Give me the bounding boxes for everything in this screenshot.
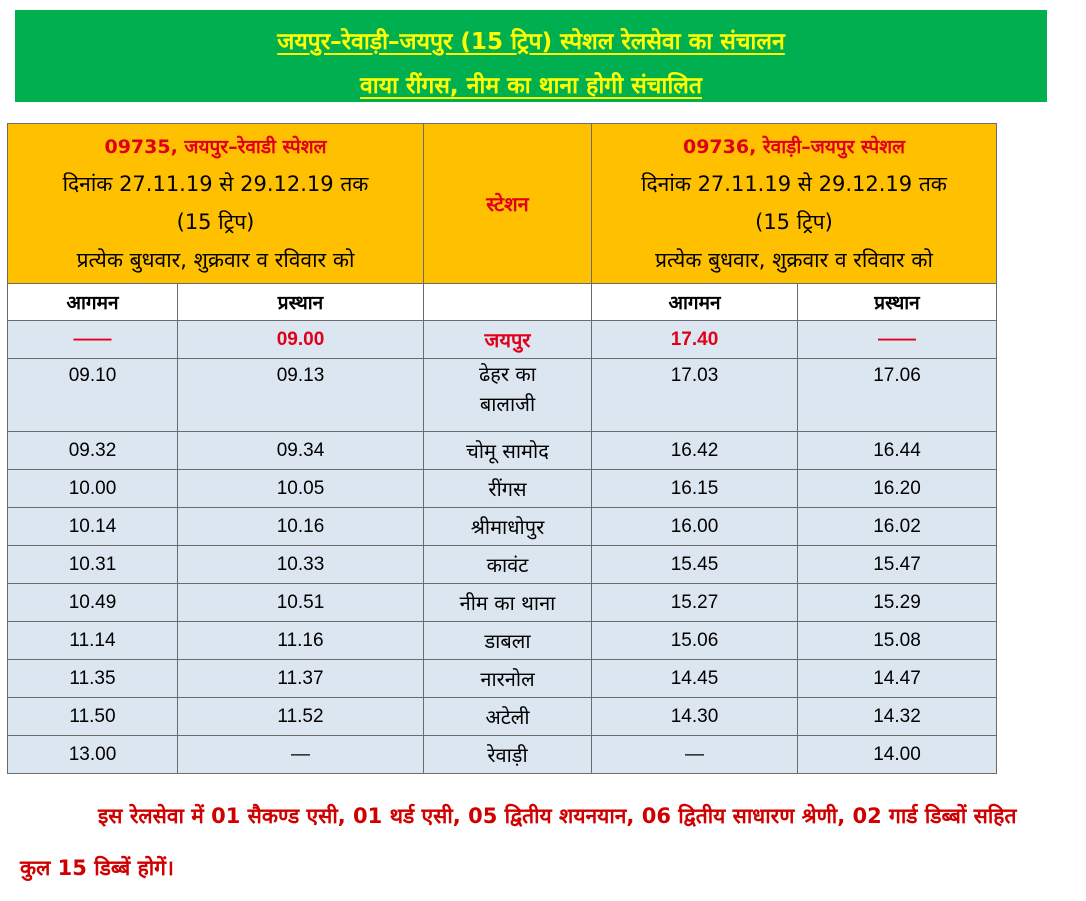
right-train-header [592,124,997,284]
right-train-dates: दिनांक 27.11.19 से 29.12.19 तक [641,171,947,196]
right-train-days: प्रत्येक बुधवार, शुक्रवार व रविवार को [655,247,933,272]
footer-text: इस रेलसेवा में 01 सैकण्ड एसी, 01 थर्ड एसी, 05 द्वितीय शयनयान, 06 द्वितीय साधारण श्रेणी, 02 गार्ड डिब्बों सहित कुल 15 डिब्बें होगें। [20,804,1017,880]
right-arrival-cell: 16.15 [592,470,798,508]
station-cell: अटेली [424,698,592,736]
left-arrival-cell: 10.31 [8,546,178,584]
left-departure-cell: 09.34 [178,432,424,470]
station-cell: डाबला [424,622,592,660]
left-departure-header: प्रस्थान [178,284,424,321]
schedule-table [7,123,997,774]
left-departure-cell: 11.52 [178,698,424,736]
left-arrival-header: आगमन [8,284,178,321]
table-row [8,584,997,622]
table-header-row [8,124,997,284]
station-cell: नारनोल [424,660,592,698]
left-departure-cell: 11.16 [178,622,424,660]
station-cell: कावंट [424,546,592,584]
table-row [8,736,997,774]
left-train-header [8,124,424,284]
left-arrival-cell: 10.49 [8,584,178,622]
station-subheader-empty [424,284,592,321]
station-cell: नीम का थाना [424,584,592,622]
table-row [8,359,997,432]
station-cell: चोमू सामोद [424,432,592,470]
right-arrival-cell: 14.30 [592,698,798,736]
right-departure-cell: 14.00 [798,736,997,774]
left-train-name: 09735, जयपुर–रेवाडी स्पेशल [104,135,327,158]
column-header-row [8,284,997,321]
right-arrival-cell: 14.45 [592,660,798,698]
left-departure-cell: 10.05 [178,470,424,508]
left-departure-cell: 09.13 [178,359,424,432]
right-arrival-cell: 17.40 [592,321,798,359]
right-departure-cell: 15.29 [798,584,997,622]
coach-composition-note [20,790,1040,894]
right-departure-cell: 16.20 [798,470,997,508]
right-departure-header: प्रस्थान [798,284,997,321]
right-arrival-cell: 17.03 [592,359,798,432]
station-cell: जयपुर [424,321,592,359]
right-arrival-cell: 16.42 [592,432,798,470]
right-departure-cell: 16.02 [798,508,997,546]
left-train-dates: दिनांक 27.11.19 से 29.12.19 तक [62,171,369,196]
left-arrival-cell: —— [8,321,178,359]
banner-title: जयपुर–रेवाड़ी–जयपुर (15 ट्रिप) स्पेशल रेलसेवा का संचालन [277,29,785,55]
left-arrival-cell: 09.10 [8,359,178,432]
right-arrival-cell: 16.00 [592,508,798,546]
station-cell: रेवाड़ी [424,736,592,774]
left-train-trips: (15 ट्रिप) [176,209,255,234]
table-row [8,508,997,546]
right-arrival-header: आगमन [592,284,798,321]
left-departure-cell: 10.51 [178,584,424,622]
table-row [8,432,997,470]
right-departure-cell: 16.44 [798,432,997,470]
left-departure-cell: 10.16 [178,508,424,546]
right-arrival-cell: — [592,736,798,774]
right-departure-cell: —— [798,321,997,359]
right-arrival-cell: 15.06 [592,622,798,660]
left-arrival-cell: 10.00 [8,470,178,508]
right-arrival-cell: 15.45 [592,546,798,584]
left-arrival-cell: 10.14 [8,508,178,546]
right-departure-cell: 14.32 [798,698,997,736]
left-departure-cell: — [178,736,424,774]
right-departure-cell: 15.08 [798,622,997,660]
left-arrival-cell: 09.32 [8,432,178,470]
table-row [8,698,997,736]
station-header: स्टेशन [424,124,592,284]
right-departure-cell: 17.06 [798,359,997,432]
left-arrival-cell: 11.35 [8,660,178,698]
left-departure-cell: 09.00 [178,321,424,359]
left-arrival-cell: 11.14 [8,622,178,660]
right-departure-cell: 15.47 [798,546,997,584]
table-row [8,660,997,698]
station-cell: श्रीमाधोपुर [424,508,592,546]
left-departure-cell: 10.33 [178,546,424,584]
right-train-name: 09736, रेवाड़ी–जयपुर स्पेशल [682,135,906,158]
left-departure-cell: 11.37 [178,660,424,698]
table-row [8,546,997,584]
right-departure-cell: 14.47 [798,660,997,698]
left-arrival-cell: 13.00 [8,736,178,774]
table-row [8,622,997,660]
table-row [8,470,997,508]
left-train-days: प्रत्येक बुधवार, शुक्रवार व रविवार को [76,247,355,272]
station-cell: रींगस [424,470,592,508]
right-arrival-cell: 15.27 [592,584,798,622]
banner-subtitle: वाया रींगस, नीम का थाना होगी संचालित [359,73,702,99]
title-banner [15,10,1047,102]
table-row [8,321,997,359]
station-cell: ढेहर का बालाजी [424,359,592,432]
left-arrival-cell: 11.50 [8,698,178,736]
right-train-trips: (15 ट्रिप) [755,209,833,234]
